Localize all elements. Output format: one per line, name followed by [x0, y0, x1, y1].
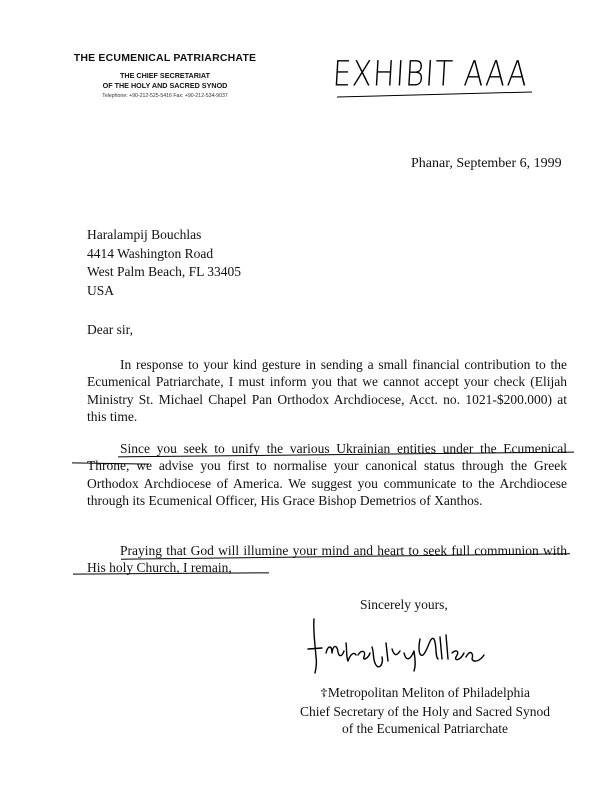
letterhead-contact: Telephone: +90-212-525-5416 Fax: +90-212-534-9037	[102, 93, 228, 99]
letter-date: Phanar, September 6, 1999	[411, 156, 562, 171]
exhibit-stamp: EXHIBIT AAA	[331, 53, 530, 94]
signatory-organization: of the Ecumenical Patriarchate	[341, 721, 509, 736]
recipient-address	[87, 226, 241, 300]
recipient-name: Haralampij Bouchlas	[87, 227, 202, 242]
paragraph-canonical-status	[87, 440, 567, 509]
paragraph-contribution-text: In response to your kind gesture in sending a small financial contribution to the Ecumenical Patriarchate, I must inform you that we cannot accept your check (Elijah Ministry St. Michael Chapel Pan Orthodox Archdiocese, Acct. no. 1021-$200.000) at this time.	[87, 357, 567, 424]
letterhead-office-line2: OF THE HOLY AND SACRED SYNOD	[102, 81, 228, 90]
signatory-title: Chief Secretary of the Holy and Sacred Synod	[299, 703, 551, 719]
signature-icon	[288, 613, 503, 675]
letterhead-organization: THE ECUMENICAL PATRIARCHATE	[73, 52, 257, 64]
cross-icon: ☦	[320, 686, 328, 700]
recipient-city: West Palm Beach, FL 33405	[87, 264, 242, 279]
signature-image	[288, 613, 503, 680]
paragraph-canonical-status-text: Since you seek to unify the various Ukrainian entities under the Ecumenical Throne, we advise you first to normalise your canonical status through the Greek Orthodox Archdiocese of America. We suggest you communicate to the Archdiocese through its Ecumenical Officer, His Grace Bishop Demetrios of Xanthos.	[87, 441, 567, 508]
signatory-block	[275, 684, 575, 738]
signatory-name-line	[275, 684, 575, 703]
salutation: Dear sir,	[87, 322, 133, 337]
paragraph-prayer-text: Praying that God will illumine your mind and heart to seek full communion with His holy Church, I remain,	[87, 543, 567, 576]
paragraph-prayer	[87, 542, 567, 577]
letterhead	[40, 52, 290, 99]
recipient-country: USA	[87, 282, 115, 298]
paragraph-contribution	[87, 356, 567, 425]
letterhead-office	[40, 71, 290, 91]
letterhead-office-line1: THE CHIEF SECRETARIAT	[120, 71, 210, 80]
closing: Sincerely yours,	[360, 597, 448, 612]
recipient-street: 4414 Washington Road	[87, 245, 214, 261]
signatory-name: Metropolitan Meliton of Philadelphia	[327, 685, 530, 700]
